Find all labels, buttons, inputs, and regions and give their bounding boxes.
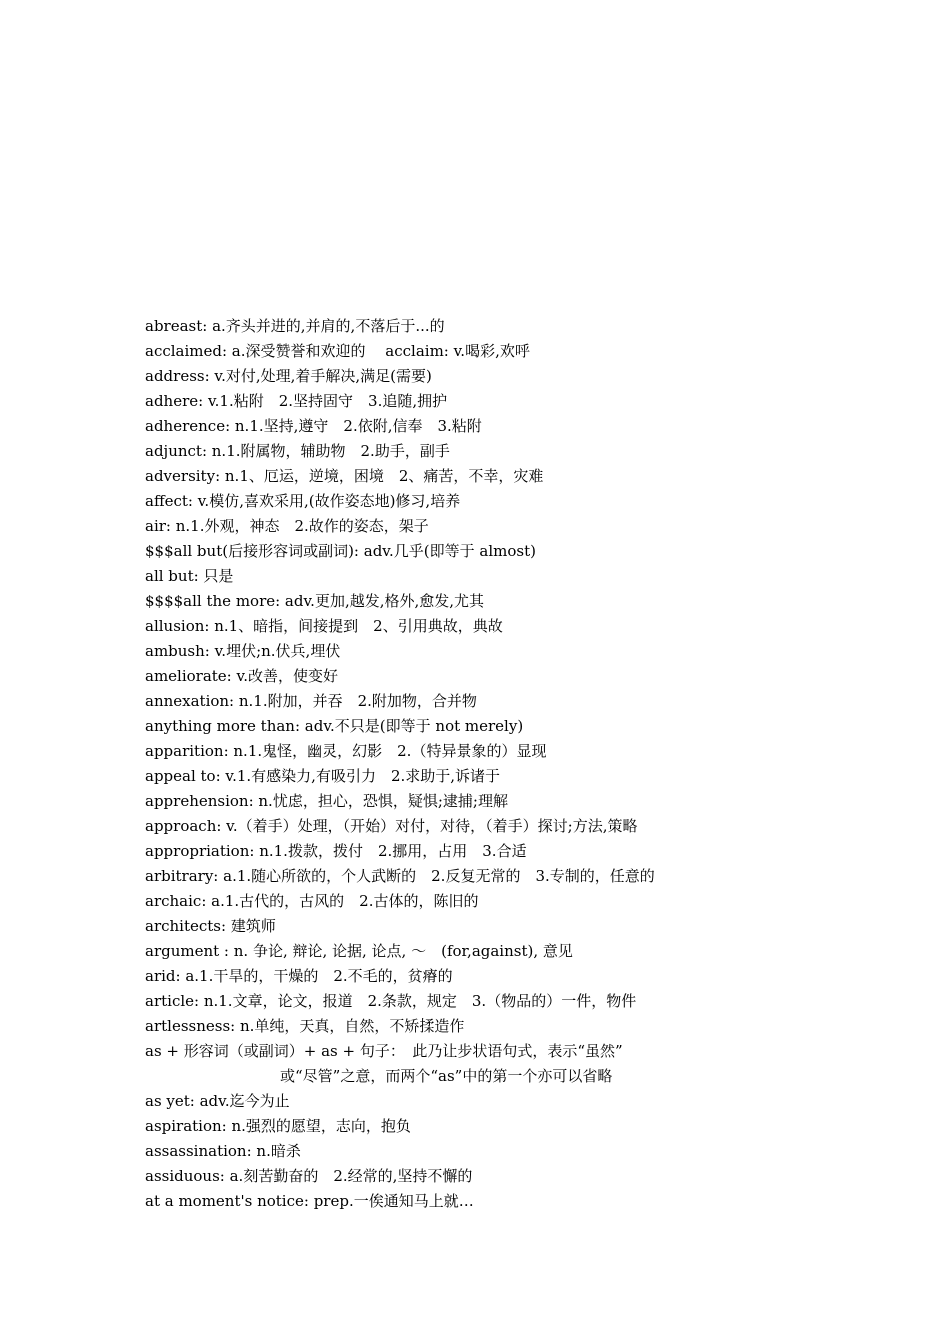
vocab-entry: allusion: n.1、暗指，间接提到 2、引用典故，典故 <box>145 617 503 635</box>
vocab-entry: ambush: v.埋伏;n.伏兵,埋伏 <box>145 642 341 660</box>
vocab-entry: as + 形容词（或副词）+ as + 句子： 此乃让步状语句式，表示“虽然” <box>145 1042 623 1060</box>
vocab-entry: aspiration: n.强烈的愿望，志向，抱负 <box>145 1117 411 1135</box>
vocab-entry: adherence: n.1.坚持,遵守 2.依附,信奉 3.粘附 <box>145 417 482 435</box>
vocab-entry: ameliorate: v.改善，使变好 <box>145 667 338 685</box>
vocab-entry: address: v.对付,处理,着手解决,满足(需要) <box>145 367 432 385</box>
vocab-entry: apparition: n.1.鬼怪，幽灵，幻影 2.（特异景象的）显现 <box>145 742 547 760</box>
vocab-entry: as yet: adv.迄今为止 <box>145 1092 290 1110</box>
vocab-entry: article: n.1.文章，论文，报道 2.条款，规定 3.（物品的）一件，物件 <box>145 992 637 1010</box>
vocabulary-list <box>145 314 905 1214</box>
vocab-entry: all but: 只是 <box>145 567 234 585</box>
vocab-entry: adhere: v.1.粘附 2.坚持固守 3.追随,拥护 <box>145 392 448 410</box>
vocab-entry: architects: 建筑师 <box>145 917 276 935</box>
vocab-entry-continuation: 或“尽管”之意，而两个“as”中的第一个亦可以省略 <box>280 1067 613 1085</box>
vocab-entry: $$$all but(后接形容词或副词): adv.几乎(即等于 almost) <box>145 542 536 560</box>
vocab-entry: air: n.1.外观，神态 2.故作的姿态，架子 <box>145 517 429 535</box>
vocab-entry: at a moment's notice: prep.一俟通知马上就… <box>145 1192 474 1210</box>
vocab-entry: archaic: a.1.古代的，古风的 2.古体的，陈旧的 <box>145 892 479 910</box>
vocab-entry: apprehension: n.忧虑，担心，恐惧，疑惧;逮捕;理解 <box>145 792 508 810</box>
vocab-entry: abreast: a.齐头并进的,并肩的,不落后于...的 <box>145 317 445 335</box>
vocab-entry: assassination: n.暗杀 <box>145 1142 301 1160</box>
vocab-entry: artlessness: n.单纯，天真，自然，不矫揉造作 <box>145 1017 465 1035</box>
vocab-entry: arbitrary: a.1.随心所欲的，个人武断的 2.反复无常的 3.专制的，任意的 <box>145 867 655 885</box>
vocab-entry: appeal to: v.1.有感染力,有吸引力 2.求助于,诉诸于 <box>145 767 501 785</box>
vocab-entry: argument : n. 争论, 辩论, 论据, 论点, ～ (for,against), 意见 <box>145 942 573 960</box>
vocab-entry: anything more than: adv.不只是(即等于 not merely) <box>145 717 524 735</box>
vocab-entry: approach: v.（着手）处理，（开始）对付，对待，（着手）探讨;方法,策略 <box>145 817 638 835</box>
vocab-entry: acclaimed: a.深受赞誉和欢迎的 acclaim: v.喝彩,欢呼 <box>145 342 530 360</box>
vocab-entry: $$$$all the more: adv.更加,越发,格外,愈发,尤其 <box>145 592 485 610</box>
vocab-entry: affect: v.模仿,喜欢采用,(故作姿态地)修习,培养 <box>145 492 461 510</box>
vocab-entry: adversity: n.1、厄运，逆境，困境 2、痛苦，不幸，灾难 <box>145 467 544 485</box>
vocab-entry: arid: a.1.干旱的，干燥的 2.不毛的，贫瘠的 <box>145 967 453 985</box>
vocab-entry: annexation: n.1.附加，并吞 2.附加物，合并物 <box>145 692 477 710</box>
vocab-entry: assiduous: a.刻苦勤奋的 2.经常的,坚持不懈的 <box>145 1167 473 1185</box>
vocab-entry: appropriation: n.1.拨款，拨付 2.挪用，占用 3.合适 <box>145 842 527 860</box>
vocab-entry: adjunct: n.1.附属物，辅助物 2.助手，副手 <box>145 442 450 460</box>
